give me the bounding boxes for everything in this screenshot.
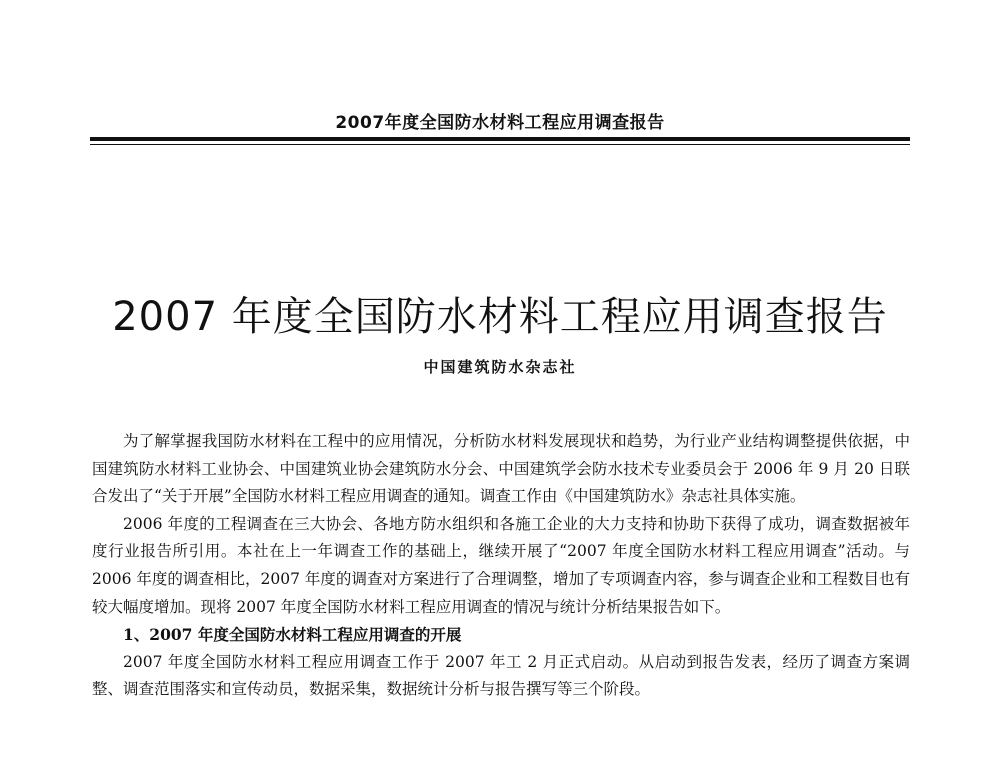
- paragraph-background: 2006 年度的工程调查在三大协会、各地方防水组织和各施工企业的大力支持和协助下获得了成功，调查数据被年度行业报告所引用。本社在上一年调查工作的基础上，继续开展了“2007 年度全国防水材料工程应用调查”活动。与 2006 年度的调查相比，2007 年度的调查对方案进行了合理调整，增加了专项调查内容，参与调查企业和工程数目也有较大幅度增加。现将 2007 年度全国防水材料工程应用调查的情况与统计分析结果报告如下。: [92, 514, 910, 616]
- author-line: 中国建筑防水杂志社: [423, 358, 577, 376]
- header-rule-thick: [90, 137, 910, 141]
- page-title: 2007 年度全国防水材料工程应用调查报告: [112, 294, 888, 340]
- header-rule-thin: [90, 144, 910, 145]
- paragraph-intro: 为了解掌握我国防水材料在工程中的应用情况，分析防水材料发展现状和趋势，为行业产业结构调整提供依据，中国建筑防水材料工业协会、中国建筑业协会建筑防水分会、中国建筑学会防水技术专业委员会于 2006 年 9 月 20 日联合发出了“关于开展”全国防水材料工程应用调查的通知。调查工作由《中国建筑防水》杂志社具体实施。: [92, 432, 910, 506]
- article-body: [92, 428, 910, 704]
- section-heading: 1、2007 年度全国防水材料工程应用调查的开展: [123, 625, 462, 645]
- paragraph-section-1: 2007 年度全国防水材料工程应用调查工作于 2007 年工 2 月正式启动。从启动到报告发表，经历了调查方案调整、调查范围落实和宣传动员，数据采集，数据统计分析与报告撰写等三个阶段。: [92, 652, 910, 699]
- running-header: 2007年度全国防水材料工程应用调查报告: [335, 113, 665, 133]
